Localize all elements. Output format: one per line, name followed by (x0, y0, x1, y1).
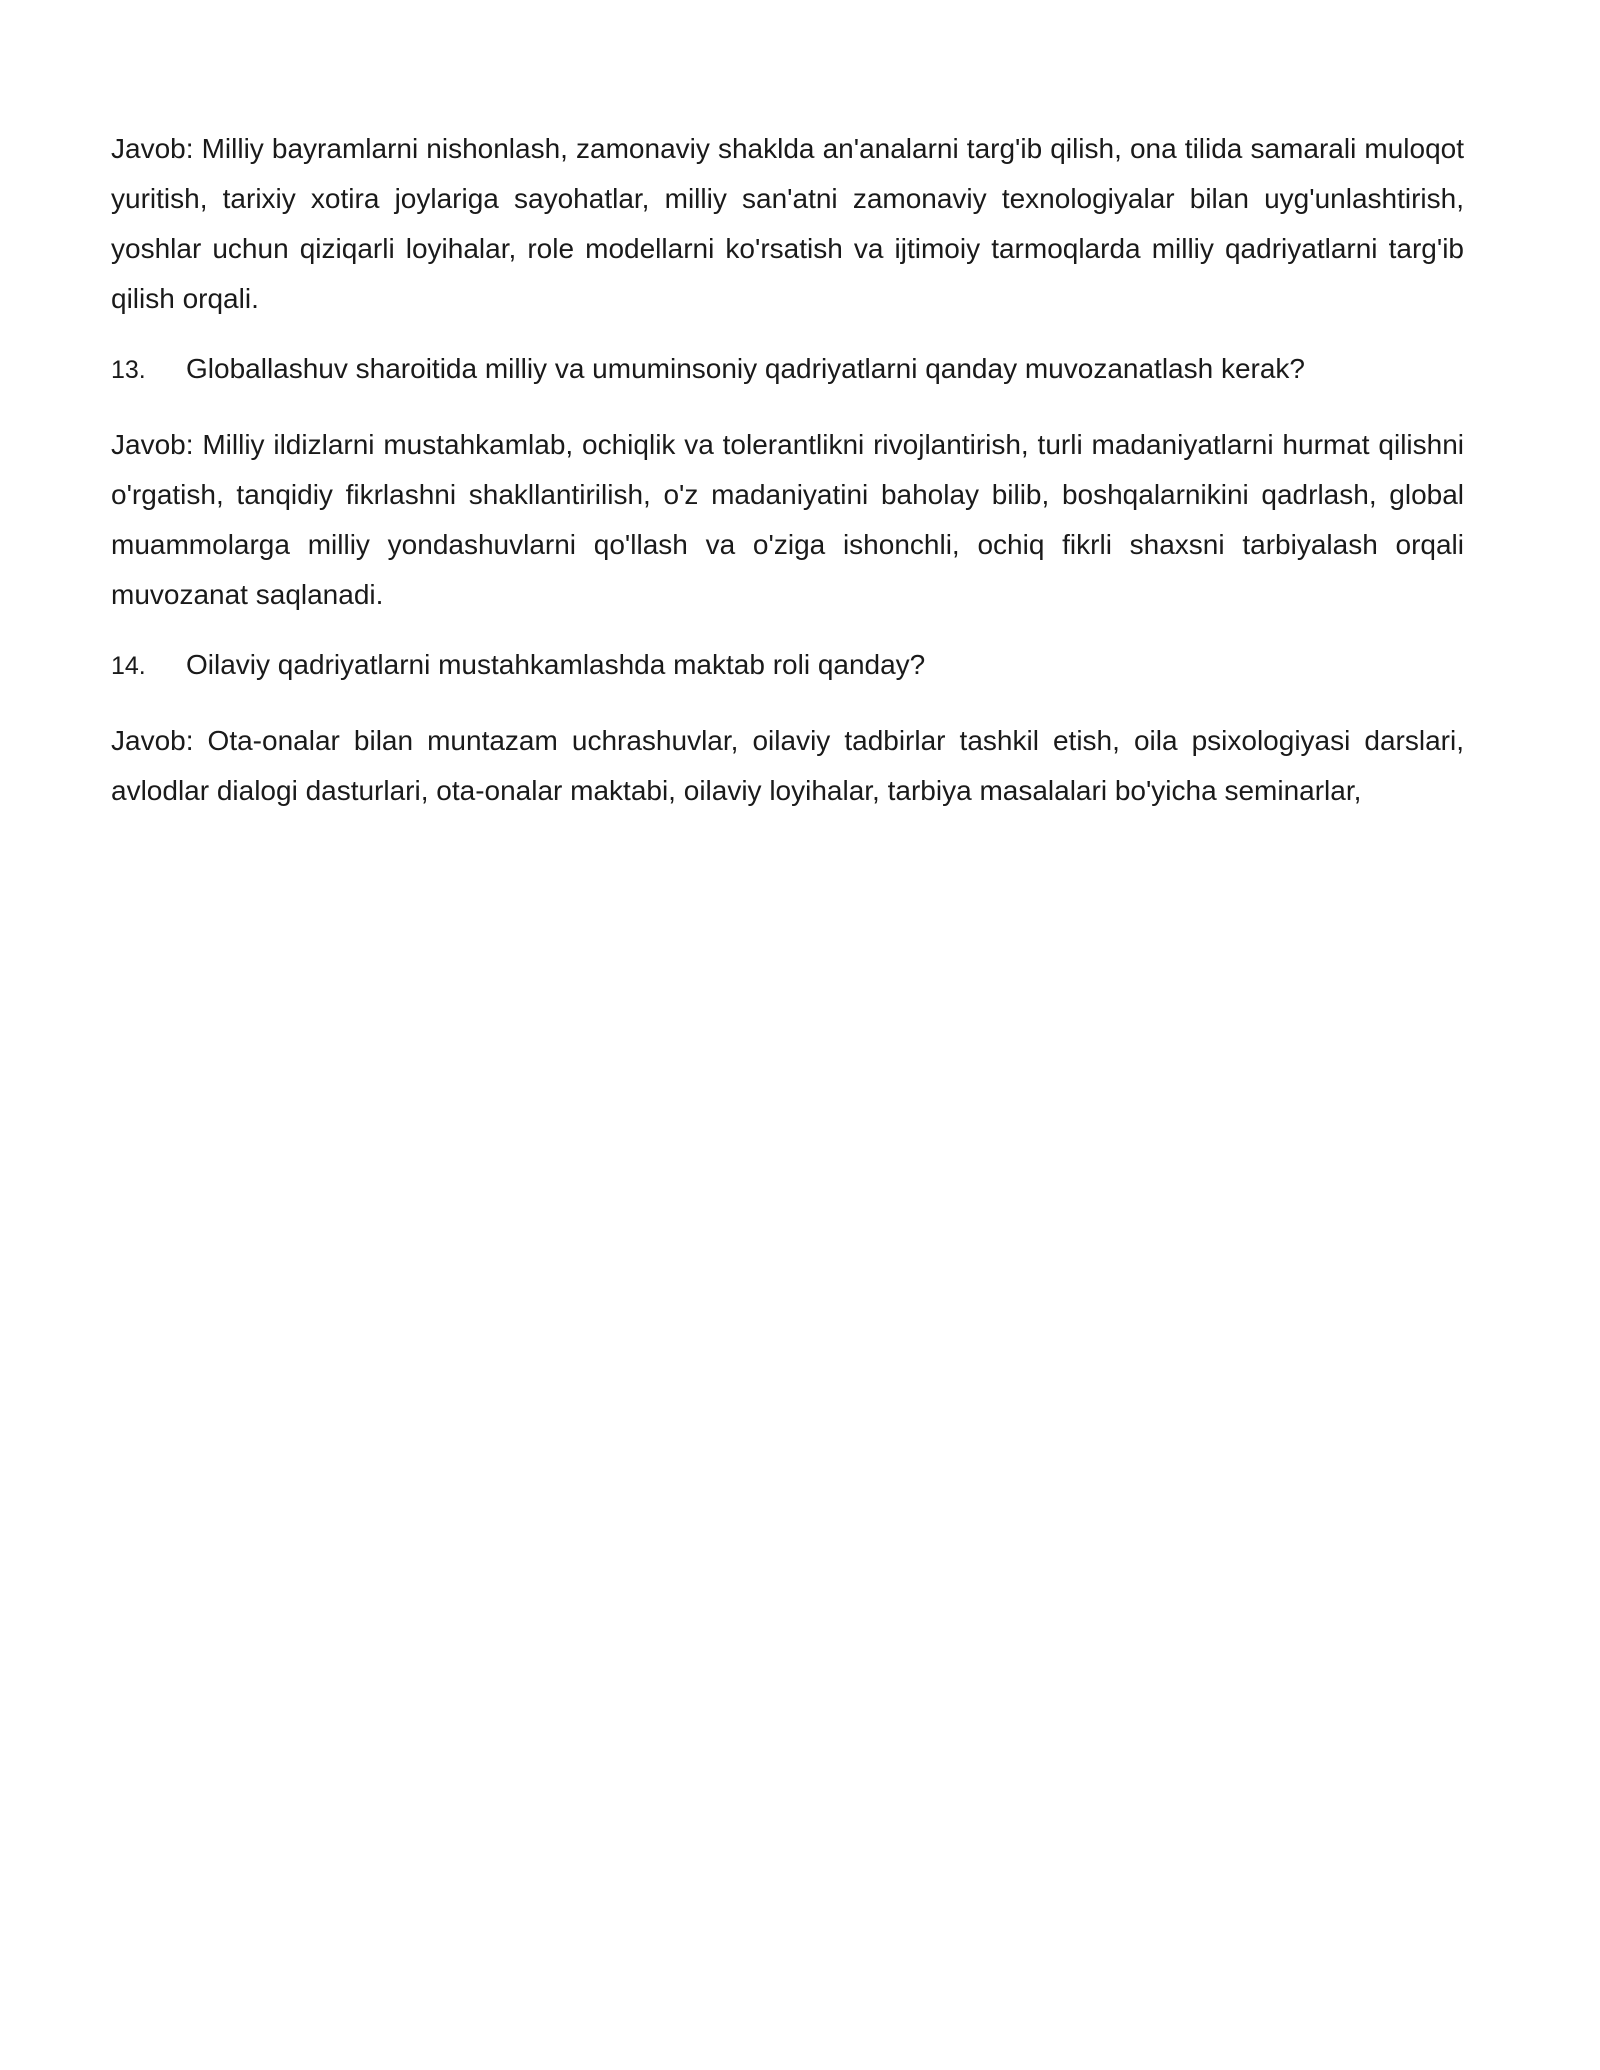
question-text: Globallashuv sharoitida milliy va umuminsoniy qadriyatlarni qanday muvozanatlash kerak? (186, 353, 1306, 384)
question-number: 14. (111, 652, 146, 680)
question-text: Oilaviy qadriyatlarni mustahkamlashda maktab roli qanday? (186, 649, 926, 680)
question-number: 13. (111, 356, 146, 384)
answer-paragraph-14: Javob: Ota-onalar bilan muntazam uchrashuvlar, oilaviy tadbirlar tashkil etish, oila psixologiyasi darslari, avlodlar dialogi dasturlari, ota-onalar maktabi, oilaviy loyihalar, tarbiya masalalari bo'yicha seminarlar, (111, 725, 1464, 806)
answer-paragraph-12: Javob: Milliy bayramlarni nishonlash, zamonaviy shaklda an'analarni targ'ib qilish, ona tilida samarali muloqot yuritish, tarixiy xotira joylariga sayohatlar, milliy san'atni zamonaviy texnologiyalar bilan uyg'unlashtirish, yoshlar uchun qiziqarli loyihalar, role modellarni ko'rsatish va ijtimoiy tarmoqlarda milliy qadriyatlarni targ'ib qilish orqali. (111, 133, 1464, 314)
document-page (111, 124, 1464, 816)
question-14 (111, 640, 1464, 691)
answer-paragraph-13: Javob: Milliy ildizlarni mustahkamlab, ochiqlik va tolerantlikni rivojlantirish, turli madaniyatlarni hurmat qilishni o'rgatish, tanqidiy fikrlashni shakllantirilish, o'z madaniyatini baholay bilib, boshqalarnikini qadrlash, global muammolarga milliy yondashuvlarni qo'llash va o'ziga ishonchli, ochiq fikrli shaxsni tarbiyalash orqali muvozanat saqlanadi. (111, 429, 1464, 610)
question-13 (111, 344, 1464, 395)
